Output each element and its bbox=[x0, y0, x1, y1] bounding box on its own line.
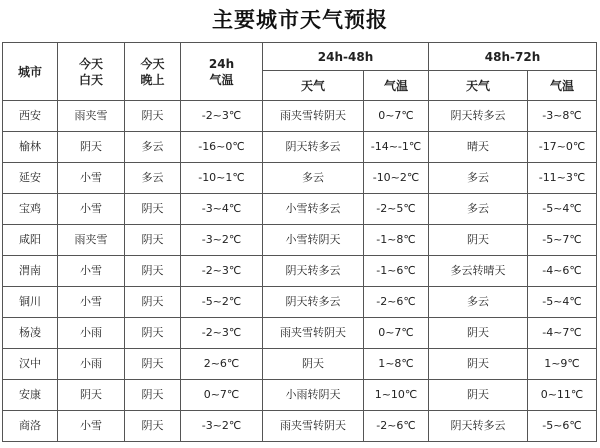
temp-48-72h-cell: -11~3℃ bbox=[528, 163, 597, 194]
temp-48-72h-cell: 1~9℃ bbox=[528, 349, 597, 380]
header-temp-72: 气温 bbox=[528, 71, 597, 101]
today-day-weather-cell: 阴天 bbox=[58, 132, 125, 163]
temp-48-72h-cell: -5~7℃ bbox=[528, 225, 597, 256]
tonight-weather-cell: 阴天 bbox=[125, 287, 181, 318]
weather-24-48h-cell: 阴天转多云 bbox=[263, 287, 364, 318]
weather-forecast-table bbox=[2, 42, 597, 442]
city-cell: 商洛 bbox=[3, 411, 58, 442]
header-temp-48: 气温 bbox=[364, 71, 429, 101]
weather-24-48h-cell: 雨夹雪转阴天 bbox=[263, 411, 364, 442]
weather-24-48h-cell: 小雨转阴天 bbox=[263, 380, 364, 411]
temp-24-48h-cell: 1~8℃ bbox=[364, 349, 429, 380]
temp-24-48h-cell: -10~2℃ bbox=[364, 163, 429, 194]
temp-24h-cell: -3~2℃ bbox=[181, 225, 263, 256]
table-row bbox=[3, 163, 597, 194]
weather-24-48h-cell: 阴天转多云 bbox=[263, 256, 364, 287]
weather-48-72h-cell: 阴天 bbox=[429, 380, 528, 411]
header-24h-48h: 24h-48h bbox=[263, 43, 429, 71]
table-row bbox=[3, 411, 597, 442]
tonight-weather-cell: 阴天 bbox=[125, 411, 181, 442]
weather-24-48h-cell: 阴天 bbox=[263, 349, 364, 380]
temp-24h-cell: -2~3℃ bbox=[181, 256, 263, 287]
weather-24-48h-cell: 小雪转阴天 bbox=[263, 225, 364, 256]
table-row bbox=[3, 318, 597, 349]
temp-48-72h-cell: 0~11℃ bbox=[528, 380, 597, 411]
header-tonight: 今天 晚上 bbox=[125, 43, 181, 101]
weather-24-48h-cell: 小雪转多云 bbox=[263, 194, 364, 225]
temp-24-48h-cell: -2~6℃ bbox=[364, 287, 429, 318]
weather-48-72h-cell: 阴天转多云 bbox=[429, 411, 528, 442]
table-row bbox=[3, 194, 597, 225]
today-day-weather-cell: 小雪 bbox=[58, 256, 125, 287]
temp-48-72h-cell: -4~6℃ bbox=[528, 256, 597, 287]
temp-24h-cell: -5~2℃ bbox=[181, 287, 263, 318]
weather-48-72h-cell: 多云转晴天 bbox=[429, 256, 528, 287]
temp-24h-cell: -2~3℃ bbox=[181, 101, 263, 132]
today-day-weather-cell: 小雪 bbox=[58, 163, 125, 194]
table-row bbox=[3, 380, 597, 411]
tonight-weather-cell: 阴天 bbox=[125, 194, 181, 225]
temp-24-48h-cell: 0~7℃ bbox=[364, 318, 429, 349]
weather-24-48h-cell: 阴天转多云 bbox=[263, 132, 364, 163]
header-city: 城市 bbox=[3, 43, 58, 101]
temp-24h-cell: -3~4℃ bbox=[181, 194, 263, 225]
temp-24h-cell: -16~0℃ bbox=[181, 132, 263, 163]
today-day-weather-cell: 小雪 bbox=[58, 287, 125, 318]
header-weather-72: 天气 bbox=[429, 71, 528, 101]
temp-24-48h-cell: -14~-1℃ bbox=[364, 132, 429, 163]
table-body bbox=[3, 101, 597, 442]
temp-24-48h-cell: -2~5℃ bbox=[364, 194, 429, 225]
city-cell: 延安 bbox=[3, 163, 58, 194]
temp-48-72h-cell: -5~4℃ bbox=[528, 287, 597, 318]
today-day-weather-cell: 阴天 bbox=[58, 380, 125, 411]
table-row bbox=[3, 287, 597, 318]
temp-24h-cell: -2~3℃ bbox=[181, 318, 263, 349]
temp-24h-cell: -10~1℃ bbox=[181, 163, 263, 194]
header-48h-72h: 48h-72h bbox=[429, 43, 597, 71]
temp-24h-cell: 2~6℃ bbox=[181, 349, 263, 380]
city-cell: 汉中 bbox=[3, 349, 58, 380]
weather-48-72h-cell: 晴天 bbox=[429, 132, 528, 163]
temp-48-72h-cell: -4~7℃ bbox=[528, 318, 597, 349]
today-day-weather-cell: 小雪 bbox=[58, 411, 125, 442]
city-cell: 杨凌 bbox=[3, 318, 58, 349]
city-cell: 西安 bbox=[3, 101, 58, 132]
today-day-weather-cell: 小雨 bbox=[58, 318, 125, 349]
temp-24-48h-cell: 1~10℃ bbox=[364, 380, 429, 411]
tonight-weather-cell: 阴天 bbox=[125, 349, 181, 380]
weather-48-72h-cell: 阴天 bbox=[429, 349, 528, 380]
temp-48-72h-cell: -5~6℃ bbox=[528, 411, 597, 442]
city-cell: 宝鸡 bbox=[3, 194, 58, 225]
weather-48-72h-cell: 多云 bbox=[429, 287, 528, 318]
weather-48-72h-cell: 阴天 bbox=[429, 225, 528, 256]
header-today-day: 今天 白天 bbox=[58, 43, 125, 101]
temp-24-48h-cell: -1~8℃ bbox=[364, 225, 429, 256]
weather-48-72h-cell: 阴天 bbox=[429, 318, 528, 349]
city-cell: 渭南 bbox=[3, 256, 58, 287]
tonight-weather-cell: 多云 bbox=[125, 132, 181, 163]
city-cell: 榆林 bbox=[3, 132, 58, 163]
tonight-weather-cell: 阴天 bbox=[125, 318, 181, 349]
header-weather-48: 天气 bbox=[263, 71, 364, 101]
weather-48-72h-cell: 多云 bbox=[429, 194, 528, 225]
today-day-weather-cell: 小雪 bbox=[58, 194, 125, 225]
table-row bbox=[3, 225, 597, 256]
weather-24-48h-cell: 雨夹雪转阴天 bbox=[263, 101, 364, 132]
header-24h-temp: 24h 气温 bbox=[181, 43, 263, 101]
table-row bbox=[3, 132, 597, 163]
city-cell: 安康 bbox=[3, 380, 58, 411]
temp-48-72h-cell: -3~8℃ bbox=[528, 101, 597, 132]
temp-48-72h-cell: -17~0℃ bbox=[528, 132, 597, 163]
table-row bbox=[3, 256, 597, 287]
tonight-weather-cell: 阴天 bbox=[125, 256, 181, 287]
weather-48-72h-cell: 阴天转多云 bbox=[429, 101, 528, 132]
table-row bbox=[3, 101, 597, 132]
temp-24-48h-cell: -1~6℃ bbox=[364, 256, 429, 287]
tonight-weather-cell: 阴天 bbox=[125, 101, 181, 132]
temp-24-48h-cell: 0~7℃ bbox=[364, 101, 429, 132]
table-row bbox=[3, 349, 597, 380]
city-cell: 铜川 bbox=[3, 287, 58, 318]
tonight-weather-cell: 阴天 bbox=[125, 225, 181, 256]
city-cell: 咸阳 bbox=[3, 225, 58, 256]
temp-24-48h-cell: -2~6℃ bbox=[364, 411, 429, 442]
temp-48-72h-cell: -5~4℃ bbox=[528, 194, 597, 225]
weather-24-48h-cell: 雨夹雪转阴天 bbox=[263, 318, 364, 349]
tonight-weather-cell: 阴天 bbox=[125, 380, 181, 411]
today-day-weather-cell: 小雨 bbox=[58, 349, 125, 380]
page-title: 主要城市天气预报 bbox=[212, 8, 388, 32]
temp-24h-cell: 0~7℃ bbox=[181, 380, 263, 411]
weather-48-72h-cell: 多云 bbox=[429, 163, 528, 194]
today-day-weather-cell: 雨夹雪 bbox=[58, 225, 125, 256]
today-day-weather-cell: 雨夹雪 bbox=[58, 101, 125, 132]
tonight-weather-cell: 多云 bbox=[125, 163, 181, 194]
weather-24-48h-cell: 多云 bbox=[263, 163, 364, 194]
temp-24h-cell: -3~2℃ bbox=[181, 411, 263, 442]
